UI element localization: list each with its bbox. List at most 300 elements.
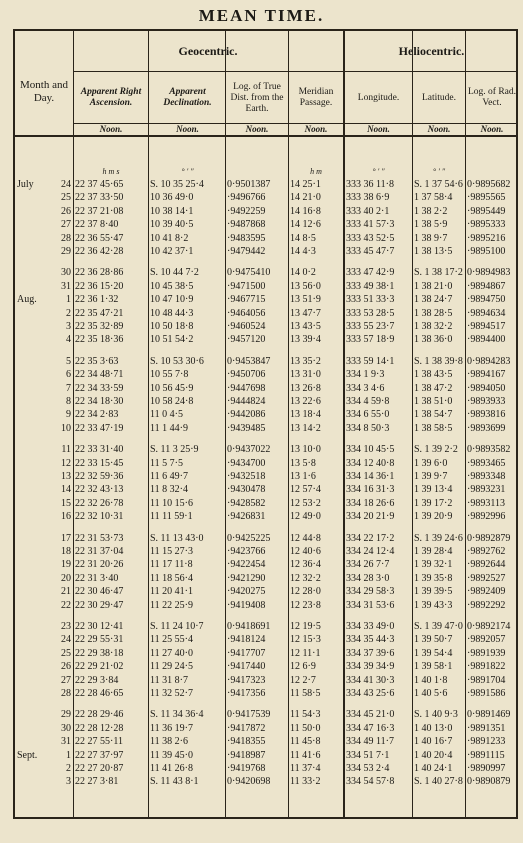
cell-lat: 1 38 28·5	[414, 307, 453, 319]
cell-rad: ·9894750	[467, 294, 506, 306]
cell-dec: 11 31 8·7	[150, 674, 188, 686]
row-month	[17, 422, 49, 435]
row-month	[17, 545, 49, 558]
row-month	[17, 585, 49, 598]
col-rule-dec	[225, 31, 226, 817]
cell-lat: 1 37 58·4	[414, 192, 453, 204]
cell-lon: 334 49 11·7	[346, 736, 394, 748]
row-month	[17, 674, 49, 687]
row-day: 9	[66, 409, 71, 421]
cell-ra: 22 30 12·41	[75, 621, 124, 632]
cell-dec: 10 47 10·9	[150, 294, 194, 306]
cell-mer: 12 49·0	[290, 511, 321, 523]
row-day: 4	[66, 334, 71, 346]
cell-lat: S. 1 40 27·8	[414, 776, 463, 788]
row-day: 1	[66, 749, 71, 761]
cell-ra: 22 34 33·59	[75, 382, 124, 394]
cell-rad: ·9893816	[467, 409, 506, 421]
row-day: 6	[66, 369, 71, 381]
cell-ra: 22 36 28·86	[75, 267, 124, 279]
cell-lon: 333 51 33·3	[346, 294, 395, 306]
row-month	[17, 457, 49, 470]
row-day: 31	[61, 280, 71, 292]
cell-dist: ·9450706	[227, 369, 266, 381]
cell-rad: ·9893699	[467, 422, 506, 434]
row-month	[17, 708, 49, 721]
cell-lat: 1 39 20·9	[414, 511, 453, 523]
cell-mer: 13 22·6	[290, 396, 321, 407]
cell-mer: 13 1·6	[290, 471, 316, 482]
row-month	[17, 395, 49, 408]
cell-mer: 11 54·3	[290, 709, 321, 721]
cell-rad: 0·9895682	[467, 179, 511, 190]
row-day: 24	[61, 179, 71, 190]
cell-lon: 333 45 47·7	[346, 246, 395, 257]
longitude-column-header: Longitude.	[357, 92, 400, 103]
cell-lat: 1 40 1·8	[414, 674, 448, 686]
cell-ra: 22 32 43·13	[75, 484, 124, 496]
cell-dec: 11 10 15·6	[150, 497, 193, 509]
row-month	[17, 647, 49, 660]
cell-rad: ·9894867	[467, 280, 506, 292]
cell-lat: 1 39 28·4	[414, 546, 453, 557]
cell-mer: 12 57·4	[290, 484, 321, 496]
cell-rad: 0·9890879	[467, 776, 511, 788]
cell-dist: ·9483595	[227, 232, 266, 244]
cell-dist: 0·9501387	[227, 179, 271, 190]
cell-rad: ·9892527	[467, 572, 506, 584]
cell-dist: ·9460524	[227, 321, 266, 332]
cell-lat: S. 1 39 2·2	[414, 444, 458, 456]
row-month: July	[17, 179, 34, 190]
cell-ra: 22 36 42·28	[75, 246, 124, 257]
row-day: 31	[61, 736, 71, 748]
cell-rad: ·9891822	[467, 661, 506, 673]
row-day: 16	[61, 511, 71, 523]
row-day: 26	[61, 205, 71, 217]
row-day: 12	[61, 457, 71, 469]
row-day: 25	[61, 192, 71, 204]
cell-mer: 13 10·0	[290, 444, 321, 456]
cell-lon: 333 43 52·5	[346, 232, 395, 244]
row-month	[17, 599, 49, 612]
cell-ra: 22 32 26·78	[75, 497, 124, 509]
cell-dist: ·9430478	[227, 484, 266, 496]
date-column-header: Month and Day.	[20, 79, 68, 104]
row-day: 7	[66, 382, 71, 394]
cell-lat: 1 38 21·0	[414, 280, 453, 292]
cell-rad: ·9894517	[467, 321, 506, 332]
cell-dec: S. 11 34 36·4	[150, 709, 204, 721]
cell-lon: 334 47 16·3	[346, 722, 395, 734]
cell-dist: ·9418987	[227, 749, 266, 761]
cell-lat: 1 40 24·1	[414, 763, 453, 774]
row-day: 28	[61, 232, 71, 244]
cell-lat: 1 38 2·2	[414, 205, 448, 217]
cell-mer: 13 47·7	[290, 307, 321, 319]
cell-dist: ·9442086	[227, 409, 266, 421]
meridian-column-header: Meridian Passage.	[298, 87, 334, 108]
cell-mer: 12 32·2	[290, 572, 321, 584]
col-rule-lat	[465, 31, 466, 817]
cell-lat: S. 1 37 54·6	[414, 179, 463, 190]
row-month	[17, 232, 49, 245]
cell-lat: 1 40 13·0	[414, 722, 453, 734]
cell-dec: 11 17 11·8	[150, 559, 193, 571]
cell-dist: ·9418355	[227, 736, 266, 748]
cell-mer: 12 28·0	[290, 586, 321, 598]
row-day: 11	[61, 444, 71, 456]
row-month	[17, 191, 49, 204]
cell-lon: 334 24 12·4	[346, 546, 395, 557]
row-day: 21	[61, 586, 71, 598]
cell-dist: ·9467715	[227, 294, 266, 306]
cell-dec: S. 10 44 7·2	[150, 267, 199, 279]
cell-ra: 22 27 37·97	[75, 749, 124, 761]
cell-lat: S. 1 38 17·2	[414, 267, 463, 279]
cell-rad: ·9891115	[467, 749, 505, 761]
cell-dec: 11 18 56·4	[150, 572, 193, 584]
cell-lon: 334 22 17·2	[346, 532, 395, 544]
cell-lon: 334 16 31·3	[346, 484, 395, 496]
cell-lon: 334 33 49·0	[346, 621, 395, 632]
cell-mer: 12 2·7	[290, 674, 316, 686]
cell-mer: 14 21·0	[290, 192, 321, 204]
row-month	[17, 687, 49, 700]
row-month	[17, 320, 49, 333]
row-day: 5	[66, 355, 71, 367]
dec-column-header: Apparent Declination.	[163, 87, 212, 108]
cell-dec: S. 11 43 8·1	[150, 776, 199, 788]
cell-dist: 0·9418691	[227, 621, 271, 632]
cell-mer: 11 58·5	[290, 688, 321, 699]
cell-dist: ·9419768	[227, 763, 266, 774]
cell-rad: ·9894634	[467, 307, 506, 319]
row-month	[17, 722, 49, 735]
cell-dist: ·9471500	[227, 280, 266, 292]
cell-dec: 10 41 8·2	[150, 232, 189, 244]
cell-mer: 12 44·8	[290, 532, 321, 544]
noon-label-longitude: Noon.	[367, 124, 390, 134]
cell-rad: ·9895449	[467, 205, 506, 217]
cell-dec: 10 51 54·2	[150, 334, 194, 346]
row-month	[17, 307, 49, 320]
col-rule-ra	[148, 31, 149, 817]
cell-mer: 13 43·5	[290, 321, 321, 332]
cell-rad: ·9891939	[467, 647, 506, 659]
cell-rad: ·9891586	[467, 688, 506, 699]
cell-dist: ·9417872	[227, 722, 266, 734]
cell-ra: 22 35 47·21	[75, 307, 124, 319]
cell-ra: 22 30 46·47	[75, 586, 124, 598]
row-month	[17, 660, 49, 673]
row-month	[17, 558, 49, 571]
latitude-column-header: Latitude.	[421, 92, 457, 103]
cell-rad: ·9892292	[467, 599, 506, 611]
cell-dec: 11 20 41·1	[150, 586, 193, 598]
cell-lon: 334 18 26·6	[346, 497, 395, 509]
cell-dec: 11 1 44·9	[150, 422, 188, 434]
row-month	[17, 762, 49, 775]
row-month	[17, 368, 49, 381]
row-day: 14	[61, 484, 71, 496]
cell-ra: 22 33 15·45	[75, 457, 124, 469]
cell-dec: 11 41 26·8	[150, 763, 193, 774]
cell-rad: ·9891351	[467, 722, 506, 734]
row-day: 30	[61, 267, 71, 279]
cell-lat: 1 39 50·7	[414, 634, 453, 646]
cell-mer: 12 19·5	[290, 621, 321, 632]
cell-mer: 12 53·2	[290, 497, 321, 509]
dec-units: ° ′ ″	[181, 167, 194, 176]
group-header-rule	[73, 71, 516, 72]
row-month	[17, 408, 49, 421]
radius-vector-column-header: Log. of Rad. Vect.	[467, 87, 517, 108]
cell-dec: 11 22 25·9	[150, 599, 193, 611]
heliocentric-header: Heliocentric.	[398, 43, 465, 58]
cell-lon: 333 55 23·7	[346, 321, 395, 332]
cell-dec: 10 39 40·5	[150, 219, 194, 231]
cell-ra: 22 28 46·65	[75, 688, 124, 699]
cell-dist: ·9417323	[227, 674, 266, 686]
cell-dec: 11 29 24·5	[150, 661, 193, 673]
row-day: 2	[66, 307, 71, 319]
cell-lat: 1 38 54·7	[414, 409, 453, 421]
cell-dec: S. 11 24 10·7	[150, 621, 204, 632]
cell-ra: 22 37 45·65	[75, 179, 124, 190]
cell-lon: 334 41 30·3	[346, 674, 395, 686]
cell-ra: 22 35 32·89	[75, 321, 124, 332]
cell-dec: 10 38 14·1	[150, 205, 194, 217]
cell-dist: 0·9417539	[227, 709, 271, 721]
cell-dist: ·9426831	[227, 511, 266, 523]
cell-lat: S. 1 39 47·0	[414, 621, 463, 632]
longitude-units: ° ′ ″	[372, 167, 385, 176]
cell-lon: 333 49 38·1	[346, 280, 395, 292]
cell-lon: 334 4 59·8	[346, 396, 390, 407]
row-month	[17, 620, 49, 633]
cell-rad: ·9893465	[467, 457, 506, 469]
cell-rad: ·9890997	[467, 763, 506, 774]
cell-ra: 22 32 59·36	[75, 471, 124, 482]
cell-mer: 13 51·9	[290, 294, 321, 306]
meridian-units: h m	[310, 167, 322, 176]
cell-ra: 22 29 3·84	[75, 674, 119, 686]
cell-mer: 13 39·4	[290, 334, 321, 346]
row-month: Sept.	[17, 749, 38, 761]
cell-ra: 22 36 15·20	[75, 280, 124, 292]
cell-ra: 22 37 21·08	[75, 205, 124, 217]
cell-lat: 1 39 6·0	[414, 457, 448, 469]
row-day: 22	[61, 599, 71, 611]
row-month	[17, 355, 49, 368]
cell-lon: 333 59 14·1	[346, 355, 395, 367]
col-rule-dist	[288, 31, 289, 817]
cell-ra: 22 36 55·47	[75, 232, 124, 244]
cell-mer: 13 26·8	[290, 382, 321, 394]
cell-dist: 0·9420698	[227, 776, 271, 788]
row-day: 28	[61, 688, 71, 699]
cell-mer: 13 5·8	[290, 457, 316, 469]
cell-lat: 1 40 5·6	[414, 688, 448, 699]
cell-ra: 22 31 37·04	[75, 546, 124, 557]
cell-lon: 333 57 18·9	[346, 334, 395, 346]
cell-lon: 334 6 55·0	[346, 409, 390, 421]
cell-dist: ·9423766	[227, 546, 266, 557]
cell-ra: 22 30 29·47	[75, 599, 124, 611]
cell-rad: ·9894167	[467, 369, 506, 381]
cell-mer: 13 31·0	[290, 369, 321, 381]
cell-ra: 22 27 20·87	[75, 763, 124, 774]
row-month	[17, 382, 49, 395]
cell-lon: 334 43 25·6	[346, 688, 395, 699]
cell-lat: S. 1 40 9·3	[414, 709, 458, 721]
cell-mer: 12 6·9	[290, 661, 316, 673]
latitude-units: ° ′ ″	[432, 167, 446, 176]
cell-lon: 334 14 36·1	[346, 471, 395, 482]
cell-ra: 22 34 2·83	[75, 409, 119, 421]
header-bottom-rule	[15, 135, 516, 137]
ephemeris-table	[13, 29, 518, 819]
cell-dec: 11 27 40·0	[150, 647, 193, 659]
cell-dec: 11 5 7·5	[150, 457, 183, 469]
cell-lat: S. 1 39 24·6	[414, 532, 463, 544]
cell-lat: 1 38 9·7	[414, 232, 448, 244]
ra-column-header: Apparent Right Ascension.	[80, 87, 142, 108]
col-rule-lon	[412, 31, 413, 817]
row-day: 8	[66, 396, 71, 407]
cell-dist: ·9439485	[227, 422, 266, 434]
cell-dec: S. 10 53 30·6	[150, 355, 204, 367]
cell-lat: 1 38 58·5	[414, 422, 453, 434]
cell-lon: 334 54 57·8	[346, 776, 395, 788]
row-day: 27	[61, 219, 71, 231]
cell-dist: ·9447698	[227, 382, 266, 394]
cell-lon: 334 28 3·0	[346, 572, 390, 584]
row-day: 29	[61, 709, 71, 721]
cell-dec: 10 50 18·8	[150, 321, 194, 332]
cell-ra: 22 31 53·73	[75, 532, 124, 544]
cell-dec: 11 36 19·7	[150, 722, 193, 734]
cell-dec: 11 39 45·0	[150, 749, 193, 761]
row-day: 3	[66, 776, 71, 788]
cell-rad: 0·9894283	[467, 355, 511, 367]
cell-dec: 11 32 52·7	[150, 688, 193, 699]
cell-lat: 1 39 54·4	[414, 647, 453, 659]
col-rule-geo-helio	[343, 31, 345, 817]
cell-lon: 333 38 6·9	[346, 192, 390, 204]
cell-rad: ·9893348	[467, 471, 506, 482]
cell-lon: 334 10 45·5	[346, 444, 395, 456]
cell-rad: ·9892762	[467, 546, 506, 557]
row-month	[17, 735, 49, 748]
noon-label-latitude: Noon.	[427, 124, 451, 134]
cell-lon: 334 3 4·6	[346, 382, 385, 394]
cell-dist: 0·9475410	[227, 267, 271, 279]
row-month	[17, 443, 49, 456]
cell-rad: 0·9894983	[467, 267, 511, 279]
cell-dist: ·9420275	[227, 586, 266, 598]
cell-dist: ·9418124	[227, 634, 266, 646]
row-day: 20	[61, 572, 71, 584]
cell-mer: 14 12·6	[290, 219, 321, 231]
row-month	[17, 333, 49, 346]
cell-ra: 22 31 3·40	[75, 572, 119, 584]
cell-lon: 334 1 9·3	[346, 369, 385, 381]
cell-lon: 334 20 21·9	[346, 511, 395, 523]
cell-dec: 10 56 45·9	[150, 382, 194, 394]
cell-rad: ·9895333	[467, 219, 506, 231]
row-month: Aug.	[17, 294, 37, 306]
cell-ra: 22 34 18·30	[75, 396, 124, 407]
cell-mer: 11 33·2	[290, 776, 321, 788]
cell-lat: 1 38 5·9	[414, 219, 448, 231]
row-month	[17, 470, 49, 483]
cell-lon: 334 29 58·3	[346, 586, 395, 598]
cell-dist: ·9417707	[227, 647, 266, 659]
row-month	[17, 510, 49, 523]
cell-dist: ·9422454	[227, 559, 266, 571]
noon-label-dist: Noon.	[245, 124, 269, 134]
cell-dec: 10 55 7·8	[150, 369, 189, 381]
cell-lat: 1 40 20·4	[414, 749, 453, 761]
geocentric-header: Geocentric.	[178, 43, 238, 58]
cell-lat: 1 39 32·1	[414, 559, 453, 571]
cell-rad: ·9893231	[467, 484, 506, 496]
cell-lon: 333 41 57·3	[346, 219, 395, 231]
cell-rad: 0·9891469	[467, 709, 511, 721]
row-month	[17, 205, 49, 218]
cell-dec: 11 38 2·6	[150, 736, 188, 748]
cell-mer: 12 11·1	[290, 647, 321, 659]
cell-mer: 14 4·3	[290, 246, 316, 257]
cell-dist: ·9434700	[227, 457, 266, 469]
cell-ra: 22 29 55·31	[75, 634, 124, 646]
cell-lon: 333 36 11·8	[346, 179, 394, 190]
cell-lat: 1 38 47·2	[414, 382, 453, 394]
row-month	[17, 497, 49, 510]
cell-ra: 22 28 29·46	[75, 709, 124, 721]
cell-mer: 13 35·2	[290, 355, 321, 367]
noon-label-ra: Noon.	[99, 124, 123, 134]
cell-dec: S. 11 3 25·9	[150, 444, 199, 456]
cell-rad: 0·9892879	[467, 532, 511, 544]
cell-ra: 22 29 38·18	[75, 647, 124, 659]
cell-dist: ·9479442	[227, 246, 266, 257]
cell-dec: 10 36 49·0	[150, 192, 194, 204]
cell-lat: 1 39 9·7	[414, 471, 448, 482]
cell-lat: 1 38 36·0	[414, 334, 453, 346]
cell-mer: 12 36·4	[290, 559, 321, 571]
cell-dec: 10 42 37·1	[150, 246, 194, 257]
cell-ra: 22 33 47·19	[75, 422, 124, 434]
cell-dist: ·9492259	[227, 205, 266, 217]
cell-dist: ·9421290	[227, 572, 266, 584]
row-month	[17, 633, 49, 646]
row-day: 17	[61, 532, 71, 544]
row-day: 1	[66, 294, 71, 306]
cell-lat: 1 39 43·3	[414, 599, 453, 611]
cell-ra: 22 33 31·40	[75, 444, 124, 456]
cell-dec: 11 8 32·4	[150, 484, 188, 496]
row-month	[17, 280, 49, 293]
cell-mer: 14 25·1	[290, 179, 321, 190]
cell-dec: 11 25 55·4	[150, 634, 193, 646]
cell-rad: 0·9892174	[467, 621, 511, 632]
cell-lon: 334 12 40·8	[346, 457, 395, 469]
cell-ra: 22 31 20·26	[75, 559, 124, 571]
row-day: 3	[66, 321, 71, 332]
